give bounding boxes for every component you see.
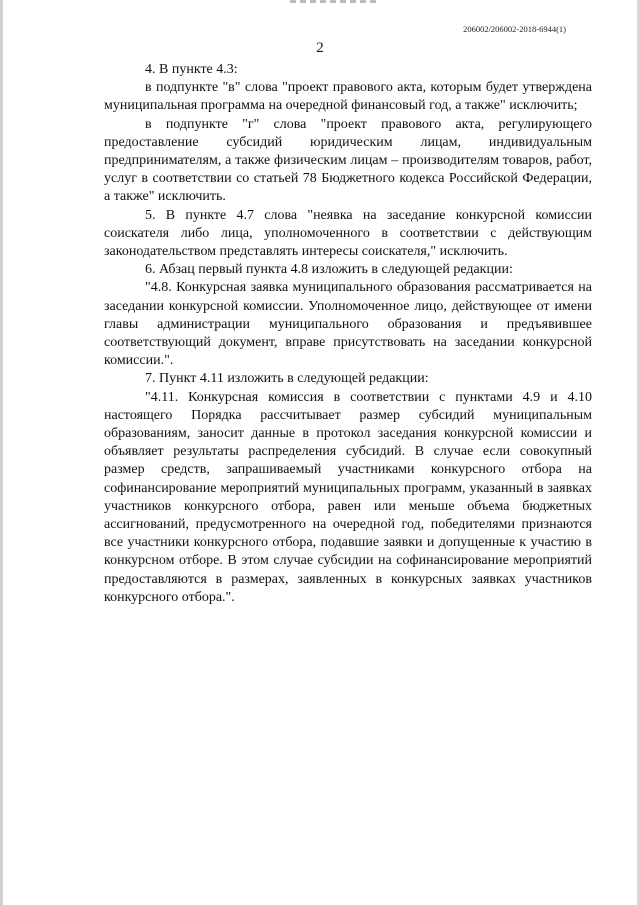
scan-top-mark xyxy=(290,0,380,3)
document-body xyxy=(104,61,592,607)
scan-left-edge xyxy=(0,0,3,905)
page-number: 2 xyxy=(316,40,324,56)
paragraph-subitem-v: в подпункте "в" слова "проект правового акта, которым будет утверждена муниципальная программа на очередной финансовый год, а также" исключить; xyxy=(104,80,592,114)
paragraph-item-4: 4. В пункте 4.3: xyxy=(145,62,238,77)
paragraph-item-7: 7. Пункт 4.11 изложить в следующей редакции: xyxy=(145,371,429,387)
document-code: 206002/206002-2018-6944(1) xyxy=(463,24,566,34)
paragraph-subitem-g: в подпункте "г" слова "проект правового акта, регулирующего предоставление субсидий юридическим лицам, индивидуальным предпринимателям, а также физическим лицам – производителям товаров, работ, услуг в соответствии со статьей 78 Бюджетного кодекса Российской Федерации, а также" исключить. xyxy=(104,116,592,205)
paragraph-quote-4-11: "4.11. Конкурсная комиссия в соответствии с пунктами 4.9 и 4.10 настоящего Порядка рассчитывает размер субсидий муниципальным образованиям, заносит данные в протокол заседания конкурсной комиссии и объявляет результаты распределения субсидий. В случае если совокупный размер средств, запрашиваемый участниками конкурсного отбора на софинансирование мероприятий муниципальных программ, указанный в заявках участников конкурсного отбора, равен или меньше объема бюджетных ассигнований, предусмотренного на очередной год, победителями признаются все участники конкурсного отбора, подавшие заявки и допущенные к участию в конкурсном отборе. В этом случае субсидии на софинансирование мероприятий предоставляются в размерах, заявленных в конкурсных заявках участников конкурсного отбора.". xyxy=(104,389,592,605)
paragraph-quote-4-8: "4.8. Конкурсная заявка муниципального образования рассматривается на заседании конкурсной комиссии. Уполномоченное лицо, действующее от имени главы администрации муниципального образования и предъявившее соответствующий документ, вправе присутствовать на заседании конкурсной комиссии.". xyxy=(104,280,592,369)
paragraph-item-6: 6. Абзац первый пункта 4.8 изложить в следующей редакции: xyxy=(145,262,513,278)
paragraph-item-5: 5. В пункте 4.7 слова "неявка на заседание конкурсной комиссии соискателя либо лица, уполномоченного в соответствии с действующим законодательством представлять интересы соискателя," исключить. xyxy=(104,207,592,260)
